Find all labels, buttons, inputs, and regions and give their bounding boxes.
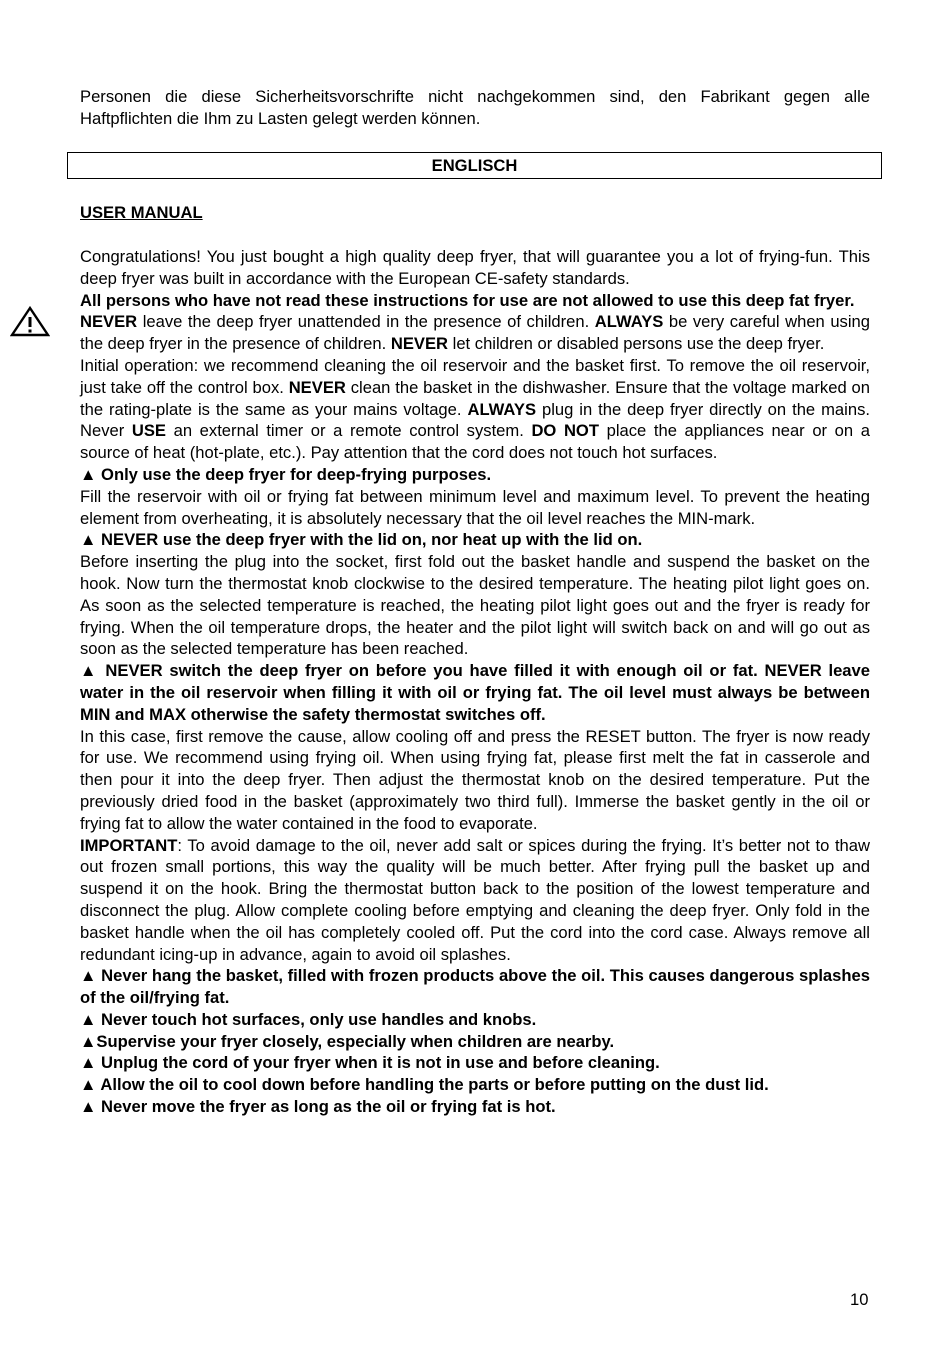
paragraph-warning-read: All persons who have not read these instructions for use are not allowed to use this deep fat fryer. [80,290,855,310]
paragraph-reset: In this case, first remove the cause, allow cooling off and press the RESET button. The fryer is now ready for use. We recommend using frying oil. When using frying fat, please first melt the fat in casserole and then pour it into the deep fryer. Then adjust the thermostat knob on the desired temperature. Put the previously dried food in the basket (approximately two third full). Immerse the basket gently in the oil or frying fat to allow the water contained in the food to evaporate. [80,726,870,833]
intro-paragraph [80,86,870,130]
warning-frozen-products: ▲ Never hang the basket, filled with frozen products above the oil. This causes dangerous splashes of the oil/frying fat. [80,966,870,1008]
warning-unplug: ▲ Unplug the cord of your fryer when it is not in use and before cleaning. [80,1053,660,1073]
warning-triangle-icon [10,305,50,337]
warning-move: ▲ Never move the fryer as long as the oil or frying fat is hot. [80,1097,556,1117]
manual-heading: USER MANUAL [80,203,203,222]
warning-deep-frying-only: ▲ Only use the deep fryer for deep-frying purposes. [80,464,492,484]
warning-oil-level: ▲ NEVER switch the deep fryer on before you have filled it with enough oil or fat. NEVER leave water in the oil reservoir when filling it with oil or frying fat. The oil level must always be between MIN and MAX otherwise the safety thermostat switches off. [80,661,870,724]
manual-body [80,246,870,1118]
paragraph-important: IMPORTANT: To avoid damage to the oil, never add salt or spices during the frying. It’s better not to thaw out frozen small portions, this way the quality will be much better. After frying pull the basket up and suspend it on the hook. Bring the thermostat button back to the position of the lowest temperature and disconnect the plug. Allow complete cooling before emptying and cleaning the deep fryer. Only fold in the basket handle when the oil has completely cooled off. Put the cord into the cord case. Always remove all redundant icing-up in advance, again to avoid oil splashes. [80,835,870,964]
warning-hot-surfaces: ▲ Never touch hot surfaces, only use handles and knobs. [80,1009,537,1029]
page-number: 10 [850,1290,869,1309]
section-label: ENGLISCH [431,156,518,175]
paragraph-fill-reservoir: Fill the reservoir with oil or frying fat between minimum level and maximum level. To prevent the heating element from overheating, it is absolutely necessary that the oil level reaches the MIN-mark. [80,486,870,528]
intro-text: Personen die diese Sicherheitsvorschrifte nicht nachgekommen sind, den Fabrikant gegen alle Haftpflichten die Ihm zu Lasten gelegt werden können. [80,87,870,128]
paragraph-congratulations: Congratulations! You just bought a high quality deep fryer, that will guarantee you a lot of frying-fun. This deep fryer was built in accordance with the European CE-safety standards. [80,247,870,288]
paragraph-children: NEVER leave the deep fryer unattended in the presence of children. ALWAYS be very careful when using the deep fryer in the presence of children. NEVER let children or disabled persons use the deep fryer. [80,312,870,354]
paragraph-operation: Before inserting the plug into the socket, first fold out the basket handle and suspend the basket on the hook. Now turn the thermostat knob clockwise to the desired temperature. The heating pilot light goes on. As soon as the selected temperature is reached, the heating pilot light goes out and the fryer is ready for frying. When the oil temperature drops, the heater and the pilot light will switch back on and will go out as soon as the selected temperature has been reached. [80,552,870,659]
warning-lid: ▲ NEVER use the deep fryer with the lid on, nor heat up with the lid on. [80,530,643,550]
section-header-box [67,152,882,179]
paragraph-initial-operation: Initial operation: we recommend cleaning the oil reservoir and the basket first. To remove the oil reservoir, just take off the control box. NEVER clean the basket in the dishwasher. Ensure that the voltage marked on the rating-plate is the same as your mains voltage. ALWAYS plug in the deep fryer directly on the mains. Never USE an external timer or a remote control system. DO NOT place the appliances near or on a source of heat (hot-plate, etc.). Pay attention that the cord does not touch hot surfaces. [80,355,870,463]
warning-supervise: ▲Supervise your fryer closely, especially when children are nearby. [80,1031,615,1051]
warning-cool-down: ▲ Allow the oil to cool down before handling the parts or before putting on the dust lid. [80,1075,769,1095]
